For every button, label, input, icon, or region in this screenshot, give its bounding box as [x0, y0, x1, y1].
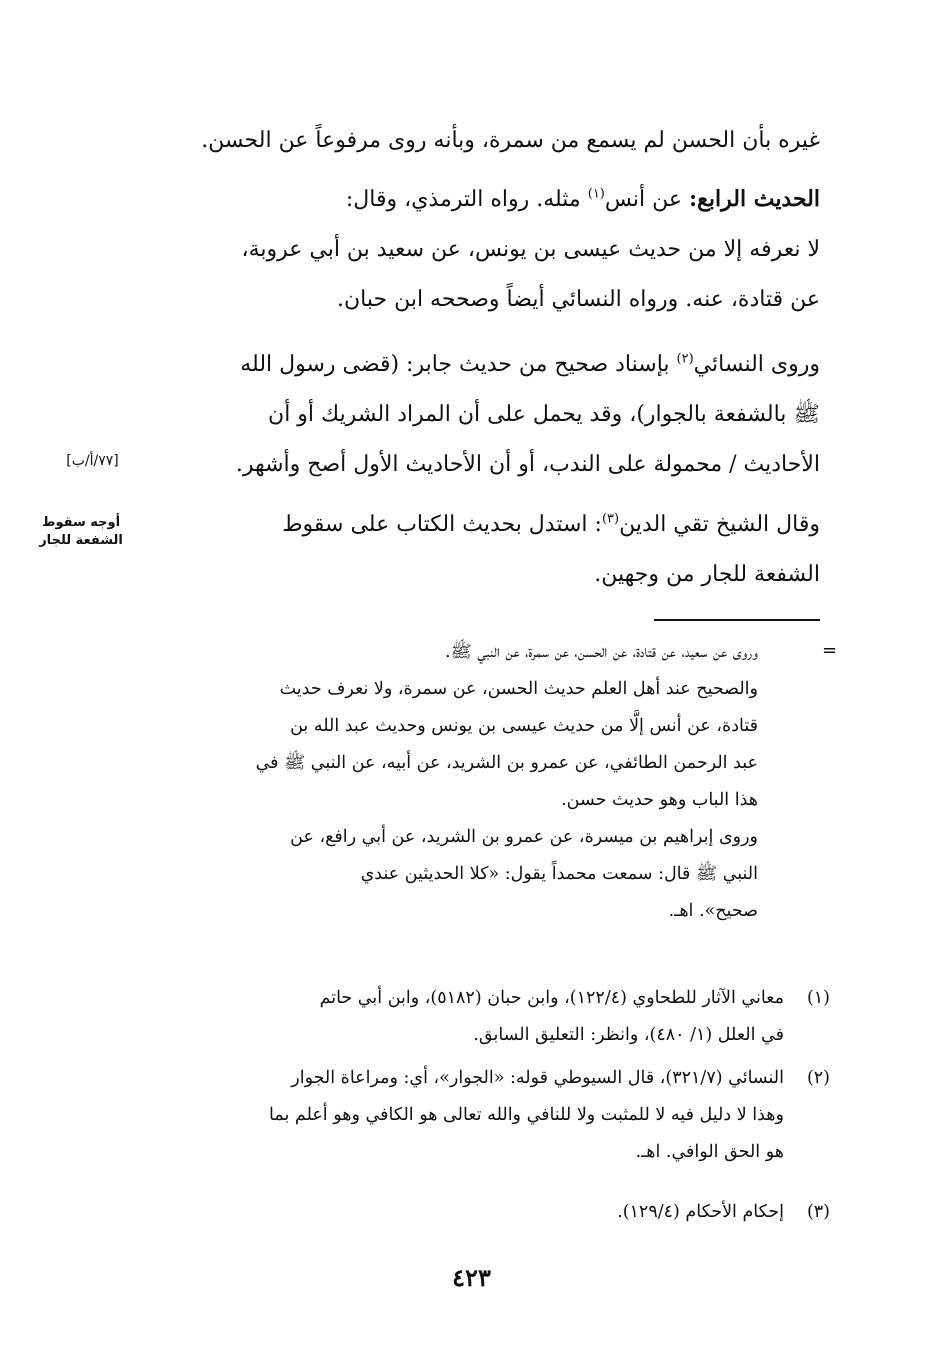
footnote-separator [654, 619, 820, 621]
footnote-line: معاني الآثار للطحاوي (١٢٢/٤)، وابن حبان (٥١٨٢)، وابن أبي حاتم [319, 988, 784, 1008]
body-line: لا نعرفه إلا من حديث عيسى بن يونس، عن سعيد بن أبي عروبة، [241, 237, 820, 262]
footnote-line: وروى إبراهيم بن ميسرة، عن عمرو بن الشريد، عن أبي رافع، عن [290, 827, 758, 847]
footnote-2 [140, 1060, 830, 1171]
body-text: مثله. رواه الترمذي، وقال: [345, 187, 581, 212]
footnote-line: هو الحق الوافي. اهـ. [635, 1142, 784, 1162]
body-line [150, 340, 820, 390]
hadith-heading: الحديث الرابع: [689, 186, 820, 212]
footnote-continuation-mark: = [822, 640, 838, 661]
side-heading-line: أوجه سقوط [41, 515, 121, 530]
footnote-line: إحكام الأحكام (١٢٩/٤). [617, 1202, 784, 1222]
body-line [150, 174, 820, 225]
footnote-line: النبي ﷺ قال: سمعت محمداً يقول: «كلا الحديثين عندي [360, 864, 758, 884]
body-line: الشفعة للجار من وجهين. [594, 562, 820, 587]
body-line: ﷺ بالشفعة بالجوار)، وقد يحمل على أن المراد الشريك أو أن [268, 402, 820, 427]
footnote-line: والصحيح عند أهل العلم حديث الحسن، عن سمرة، ولا نعرف حديث [279, 679, 758, 699]
footnote-number: (١) [806, 988, 830, 1008]
footnote-line: هذا الباب وهو حديث حسن. [561, 790, 758, 810]
footnote-line: وروى عن سعيد، عن قتادة، عن الحسن، عن سمرة، عن النبي ﷺ. [444, 642, 758, 662]
footnote-number: (٢) [806, 1068, 830, 1088]
manuscript-folio-marker: [٧٧/أ/ب] [66, 453, 119, 469]
footnote-line: قتادة، عن أنس إلَّا من حديث عيسى بن يونس وحديث عبد الله بن [290, 716, 758, 736]
side-heading-line: الشفعة للجار [39, 533, 123, 548]
body-text: عن أنس [604, 187, 683, 212]
footnote-line: النسائي (٣٢١/٧)، قال السيوطي قوله: «الجوار»، أي: ومراعاة الجوار [291, 1068, 784, 1088]
paragraph-1 [150, 116, 820, 166]
body-text: : استدل بحديث الكتاب على سقوط [282, 512, 602, 537]
body-line [150, 500, 820, 550]
footnote-1 [140, 980, 830, 1054]
body-text: بإسناد صحيح من حديث جابر: (قضى رسول الله [240, 352, 670, 377]
paragraph-hadith-four [150, 174, 820, 325]
body-line: غيره بأن الحسن لم يسمع من سمرة، وبأنه روى مرفوعاً عن الحسن. [201, 128, 820, 153]
body-line: الأحاديث / محمولة على الندب، أو أن الأحاديث الأول أصح وأشهر. [235, 452, 820, 477]
side-heading [26, 514, 136, 550]
body-line: عن قتادة، عنه. ورواه النسائي أيضاً وصححه ابن حبان. [336, 287, 820, 312]
footnote-line: وهذا لا دليل فيه لا للمثبت ولا للنافي والله تعالى هو الكافي وهو أعلم بما [269, 1105, 784, 1125]
paragraph-taqi-al-din [150, 500, 820, 600]
page-number: ٤٢٣ [452, 1263, 491, 1292]
footnote-line: صحيح». اهـ. [668, 901, 758, 921]
body-text: وقال الشيخ تقي الدين [619, 512, 820, 537]
body-text: وروى النسائي [693, 352, 820, 377]
footnote-3 [140, 1194, 830, 1231]
footnote-continuation [140, 634, 820, 930]
footnote-ref-3[interactable]: (٣) [601, 511, 620, 527]
footnote-ref-2[interactable]: (٢) [676, 351, 694, 367]
footnote-line: عبد الرحمن الطائفي، عن عمرو بن الشريد، عن أبيه، عن النبي ﷺ في [255, 753, 758, 773]
footnote-line: في العلل (١/ ٤٨٠)، وانظر: التعليق السابق. [473, 1025, 784, 1045]
footnote-ref-1[interactable]: (١) [587, 186, 605, 202]
footnote-number: (٣) [806, 1202, 830, 1222]
paragraph-nasai [150, 340, 820, 490]
